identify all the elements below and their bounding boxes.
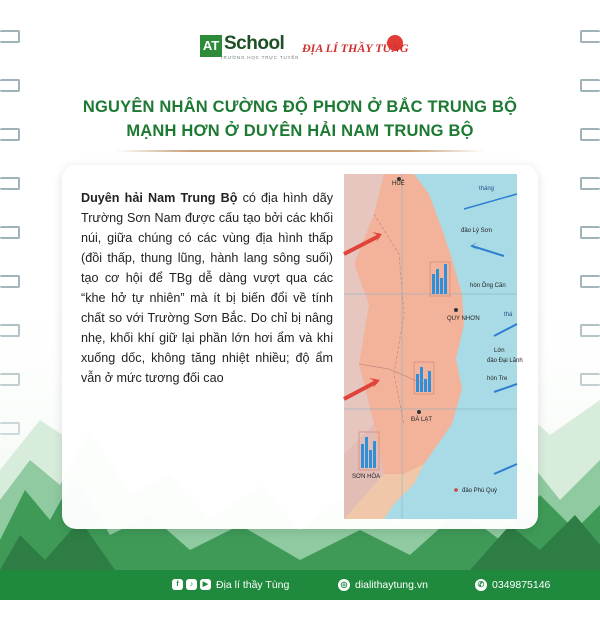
region-name: Duyên hải Nam Trung Bộ	[81, 191, 238, 205]
map-label-quy-nhon: QUY NHƠN	[447, 316, 480, 322]
facebook-page-link[interactable]: Địa lí thầy Tùng	[216, 579, 290, 591]
map-label-hue: HUẾ	[392, 181, 405, 187]
title-divider	[115, 150, 485, 152]
title-line-1: NGUYÊN NHÂN CƯỜNG ĐỘ PHƠN Ở BẮC TRUNG BỘ	[82, 98, 518, 116]
footer-bar	[0, 570, 600, 600]
map-label-dai-lanh: đảo Đại Lãnh	[487, 358, 523, 364]
atschool-logo-tagline: TRƯỜNG HỌC TRỰC TUYẾN	[220, 55, 300, 60]
website-text: dialithaytung.vn	[355, 579, 428, 591]
globe-icon: ◎	[338, 579, 350, 591]
brand-header	[0, 33, 600, 63]
partner-name: ĐỊA LÍ THẦY TÙNG	[302, 41, 409, 55]
map-label-lon: Lớn	[494, 348, 505, 354]
explanation-paragraph	[81, 188, 333, 388]
social-icons	[172, 579, 214, 591]
youtube-icon[interactable]: ▶	[200, 579, 211, 590]
atschool-logo-mark: AT	[200, 35, 222, 57]
tiktok-icon[interactable]: ♪	[186, 579, 197, 590]
map-label-ong-can: hòn Ông Căn	[470, 283, 506, 289]
map-label-da-lat: ĐÀ LẠT	[411, 417, 433, 423]
phone-text: 0349875146	[492, 579, 551, 591]
map-label-son-hoa: SƠN HÒA	[352, 474, 381, 480]
website-link[interactable]	[338, 570, 428, 600]
phone-icon: ✆	[475, 579, 487, 591]
explanation-body: có địa hình dãy Trường Sơn Nam được cấu tạo bởi các khối núi, giữa chúng có các vùng địa hình thấp (đồi thấp, thung lũng, hành lang sông suối) tạo cơ hội để TBg dễ dàng vượt qua các “khe hở tự nhiên” mà ít bị biến đổi về tính chất so với Trường Sơn Bắc. Do chỉ bị nâng nhẹ, khối khí giữ lại phần lớn hơi ẩm và khi xuống dốc, không tăng nhiệt nhiều; độ ẩm vẫn ở mức tương đối cao	[81, 191, 333, 385]
map-label-hon-tre: hòn Tre	[487, 376, 508, 382]
atschool-logo	[200, 33, 300, 63]
climate-map-image	[344, 174, 523, 519]
page-title	[40, 95, 560, 143]
facebook-icon[interactable]: f	[172, 579, 183, 590]
map-label-thang-top: tháng	[479, 186, 495, 192]
atschool-logo-name: School	[224, 33, 285, 54]
map-label-ly-son: đảo Lý Sơn	[461, 228, 492, 234]
title-line-2: MẠNH HƠN Ở DUYÊN HẢI NAM TRUNG BỘ	[126, 122, 474, 140]
content-card	[62, 165, 538, 529]
map-label-thang-mid: thá	[504, 312, 513, 318]
dia-li-thay-tung-logo	[302, 37, 412, 63]
map-label-phu-quy: đảo Phú Quý	[462, 488, 498, 494]
climate-map	[344, 174, 523, 519]
phone-link[interactable]	[475, 570, 550, 600]
